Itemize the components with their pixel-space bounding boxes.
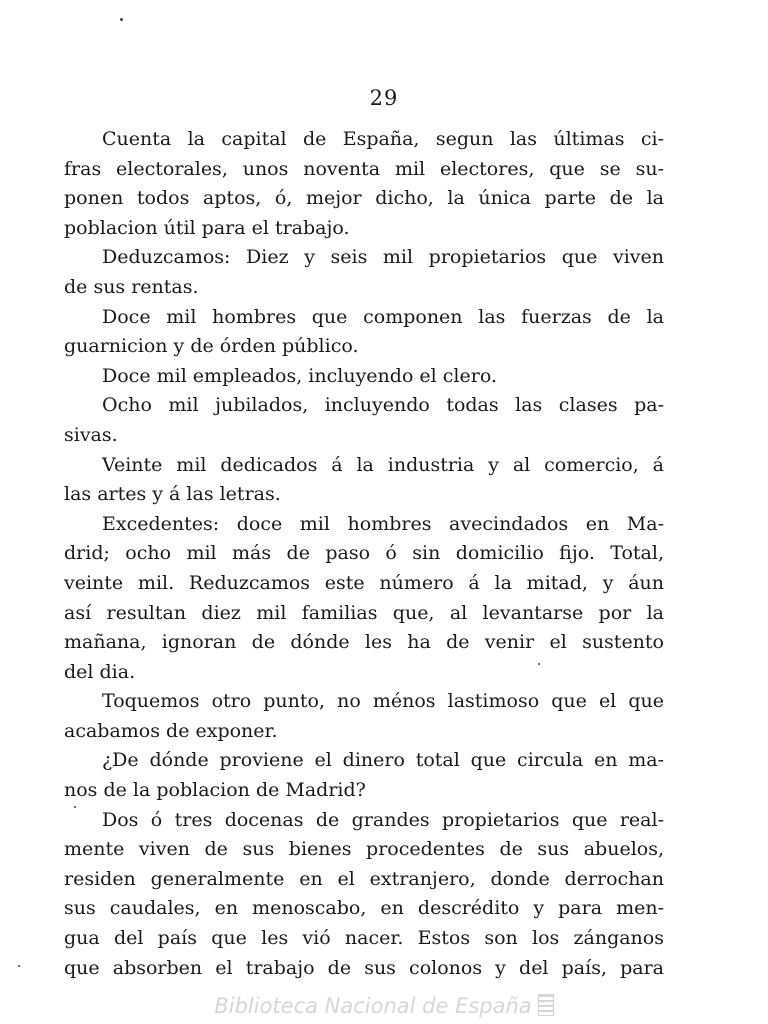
text-line: las artes y á las letras. (64, 483, 281, 506)
text-line: así resultan diez mil familias que, al levantarse por la (64, 601, 664, 624)
text-line: Doce mil hombres que componen las fuerzas de la (102, 305, 664, 328)
text-line: sivas. (64, 423, 118, 446)
scan-speck (18, 965, 20, 967)
text-line: Excedentes: doce mil hombres avecindados en Ma- (102, 512, 664, 535)
text-line: Cuenta la capital de España, segun las últimas ci- (102, 128, 664, 150)
scan-speck (120, 18, 123, 21)
text-line: veinte mil. Reduzcamos este número á la mitad, y áun (64, 571, 664, 594)
text-line: del dia. (64, 660, 136, 683)
text-line: acabamos de exponer. (64, 719, 278, 742)
text-line: Doce mil empleados, incluyendo el clero. (102, 364, 497, 387)
text-line: de sus rentas. (64, 275, 199, 298)
watermark-text: Biblioteca Nacional de España (214, 994, 532, 1018)
library-logo-icon (538, 994, 554, 1016)
text-line: ¿De dónde proviene el dinero total que circula en ma- (102, 749, 664, 772)
text-line: residen generalmente en el extranjero, donde derrochan (64, 867, 664, 890)
text-line: nos de la poblacion de Madrid? (64, 779, 366, 802)
text-line: Veinte mil dedicados á la industria y al comercio, á (102, 453, 664, 476)
text-line: gua del país que les vió nacer. Estos son los zánganos (64, 927, 664, 950)
text-line: ponen todos aptos, ó, mejor dicho, la única parte de la (64, 187, 664, 210)
text-line: Toquemos otro punto, no ménos lastimoso que el que (102, 690, 664, 713)
text-line: Ocho mil jubilados, incluyendo todas las clases pa- (102, 394, 664, 417)
text-line: sus caudales, en menoscabo, en descrédito y para men- (64, 897, 664, 920)
text-line: poblacion útil para el trabajo. (64, 216, 350, 239)
page-number: 29 (369, 86, 399, 110)
text-line: drid; ocho mil más de paso ó sin domicilio fijo. Total, (64, 542, 664, 565)
text-line: mañana, ignoran de dónde les ha de venir el sustento (64, 631, 664, 654)
text-line: Dos ó tres docenas de grandes propietarios que real- (102, 808, 664, 831)
body-text (64, 125, 664, 983)
watermark-footer (0, 994, 768, 1018)
text-line: mente viven de sus bienes procedentes de sus abuelos, (64, 838, 664, 861)
text-line: fras electorales, unos noventa mil electores, que se su- (64, 157, 664, 180)
text-line: que absorben el trabajo de sus colonos y del país, para (64, 956, 664, 979)
text-line: Deduzcamos: Diez y seis mil propietarios que viven (102, 246, 664, 269)
text-line: guarnicion y de órden público. (64, 335, 359, 358)
